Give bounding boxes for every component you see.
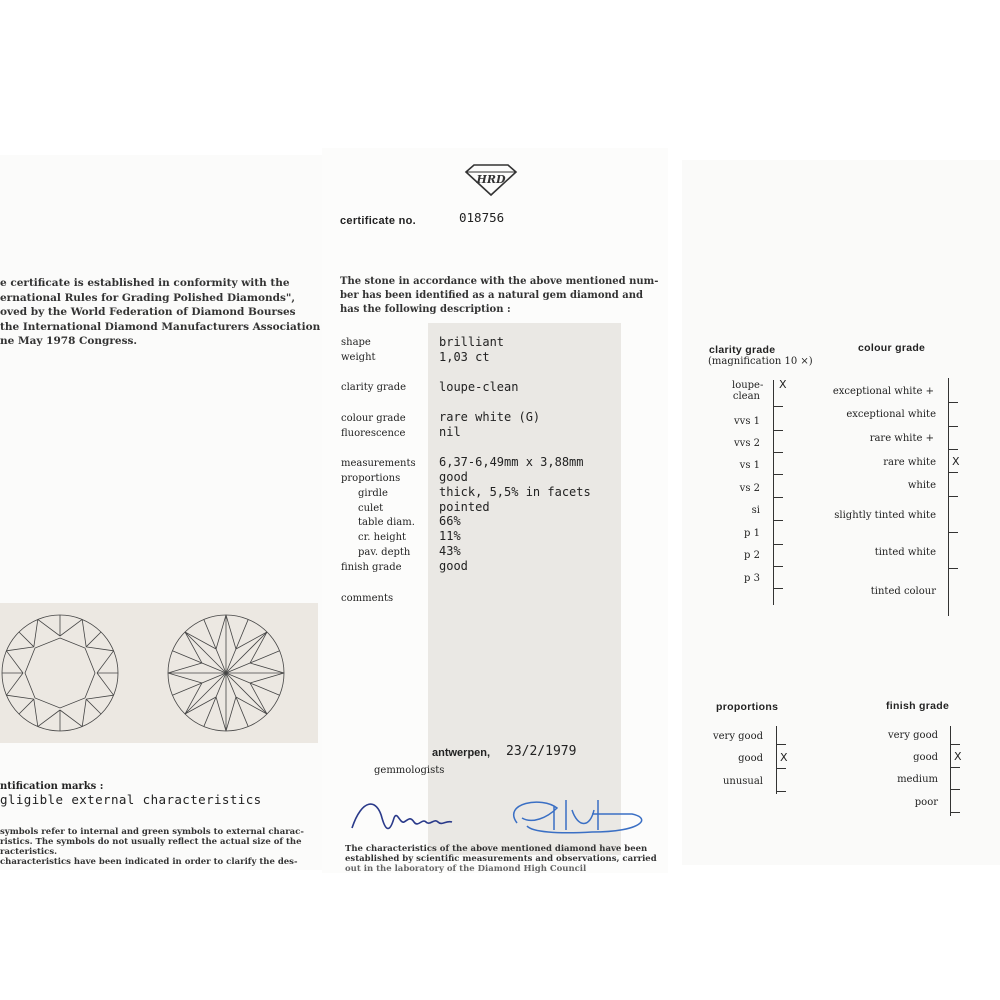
clarity-item-si: si xyxy=(751,505,760,516)
colour-item-exceptional-white-plus: exceptional white + xyxy=(832,386,934,397)
colour-scale-line xyxy=(948,378,949,616)
colour-tick xyxy=(949,426,958,427)
colour-tick xyxy=(949,402,958,403)
intro-line: ne May 1978 Congress. xyxy=(0,335,138,347)
logo-text: HRD xyxy=(476,173,506,186)
finish-mark-good: X xyxy=(954,750,962,763)
field-label-pavilion-depth: pav. depth xyxy=(358,547,411,558)
clarity-tick xyxy=(774,430,783,431)
colour-item-tinted-colour: tinted colour xyxy=(870,586,936,597)
field-value-table-diam: 66% xyxy=(439,514,461,528)
proportions-item-good: good xyxy=(738,753,763,764)
field-value-colour: rare white (G) xyxy=(439,410,541,424)
clarity-tick xyxy=(774,588,783,589)
field-label-comments: comments xyxy=(341,593,394,604)
certificate-number: 018756 xyxy=(459,210,505,225)
colour-item-tinted-white: tinted white xyxy=(874,547,936,558)
field-value-finish: good xyxy=(439,559,468,573)
field-value-pavilion-depth: 43% xyxy=(439,544,461,558)
field-value-girdle: thick, 5,5% in facets xyxy=(439,485,591,499)
proportions-tick xyxy=(777,768,786,769)
field-value-crown-height: 11% xyxy=(439,529,461,543)
finish-item-poor: poor xyxy=(914,797,938,808)
clarity-item-p2: p 2 xyxy=(744,550,760,561)
proportions-tick xyxy=(777,791,786,792)
finish-item-medium: medium xyxy=(897,774,938,785)
intro-line: e certificate is established in conformity with the xyxy=(0,277,290,289)
finish-scale-line xyxy=(950,726,951,816)
clarity-grade-subtitle: (magnification 10 ×) xyxy=(708,356,813,367)
field-label-table-diam: table diam. xyxy=(358,517,415,528)
clarity-label: loupe- xyxy=(732,380,764,391)
field-label-measurements: measurements xyxy=(341,458,416,469)
note-line: racteristics. xyxy=(0,847,58,857)
finish-item-good: good xyxy=(913,752,938,763)
colour-item-slightly-tinted-white: slightly tinted white xyxy=(834,510,936,521)
colour-tick xyxy=(949,496,958,497)
field-value-shape: brilliant xyxy=(439,335,505,349)
finish-tick xyxy=(951,767,960,768)
clarity-scale-line xyxy=(773,380,774,605)
intro-line: oved by the World Federation of Diamond Bourses xyxy=(0,306,296,318)
proportions-item-very-good: very good xyxy=(712,731,763,742)
clarity-tick xyxy=(774,497,783,498)
field-label-proportions: proportions xyxy=(341,473,401,484)
field-value-weight: 1,03 ct xyxy=(439,350,490,364)
clarity-tick xyxy=(774,520,783,521)
colour-tick xyxy=(949,472,958,473)
clarity-tick xyxy=(774,544,783,545)
field-label-weight: weight xyxy=(341,352,376,363)
field-value-fluorescence: nil xyxy=(439,425,461,439)
field-label-clarity: clarity grade xyxy=(341,382,407,393)
hrd-logo xyxy=(462,162,520,198)
footer-text xyxy=(345,844,657,873)
colour-tick xyxy=(949,532,958,533)
field-label-shape: shape xyxy=(341,337,371,348)
clarity-item-vvs2: vvs 2 xyxy=(734,438,760,449)
right-page xyxy=(682,160,1000,865)
finish-tick xyxy=(951,812,960,813)
colour-item-white: white xyxy=(907,480,936,491)
note-line: ristics. The symbols do not usually reflect the actual size of the xyxy=(0,837,302,847)
symbol-notes xyxy=(0,827,304,867)
field-label-finish: finish grade xyxy=(341,562,402,573)
finish-item-very-good: very good xyxy=(887,730,938,741)
issue-date: 23/2/1979 xyxy=(506,744,577,759)
field-label-girdle: girdle xyxy=(358,488,388,499)
place: antwerpen, xyxy=(432,747,491,759)
proportions-scale-line xyxy=(776,726,777,794)
identification-marks-value: gligible external characteristics xyxy=(0,792,262,807)
clarity-tick xyxy=(774,566,783,567)
proportions-item-unusual: unusual xyxy=(722,776,763,787)
clarity-item-p3: p 3 xyxy=(744,573,760,584)
colour-mark-rare-white: X xyxy=(952,455,960,468)
center-page xyxy=(322,148,668,873)
description-line: The stone in accordance with the above mentioned num- xyxy=(340,276,659,287)
intro-line: ernational Rules for Grading Polished Diamonds", xyxy=(0,291,295,304)
colour-grade-title: colour grade xyxy=(858,342,926,354)
clarity-item-vs1: vs 1 xyxy=(739,460,760,471)
description-line: has the following description : xyxy=(340,304,511,315)
field-value-culet: pointed xyxy=(439,500,490,514)
description-line: ber has been identified as a natural gem diamond and xyxy=(340,290,644,301)
footer-line: established by scientific measurements and observations, carried xyxy=(345,854,657,864)
clarity-label: clean xyxy=(732,391,760,402)
field-value-proportions: good xyxy=(439,470,468,484)
clarity-item-loupe-clean xyxy=(732,380,764,402)
field-label-fluorescence: fluorescence xyxy=(341,428,406,439)
clarity-item-p1: p 1 xyxy=(744,528,760,539)
clarity-tick xyxy=(774,406,783,407)
footer-line: The characteristics of the above mentioned diamond have been xyxy=(345,844,648,854)
proportions-title: proportions xyxy=(716,701,779,713)
footer-line: out in the laboratory of the Diamond High Council xyxy=(345,864,587,873)
clarity-item-vvs1: vvs 1 xyxy=(734,416,760,427)
clarity-tick xyxy=(774,452,783,453)
clarity-tick xyxy=(774,474,783,475)
field-label-colour: colour grade xyxy=(341,413,406,424)
colour-tick xyxy=(949,568,958,569)
note-line: symbols refer to internal and green symbols to external charac- xyxy=(0,827,304,837)
gemmologists-label: gemmologists xyxy=(374,765,445,776)
clarity-grade-title: clarity grade xyxy=(709,344,776,356)
proportions-tick xyxy=(777,744,786,745)
intro-line: the International Diamond Manufacturers Association xyxy=(0,320,321,333)
proportions-mark-good: X xyxy=(780,751,788,764)
colour-item-exceptional-white: exceptional white xyxy=(846,409,936,420)
finish-tick xyxy=(951,744,960,745)
colour-item-rare-white-plus: rare white + xyxy=(869,433,934,444)
values-background xyxy=(428,323,621,855)
field-label-culet: culet xyxy=(358,503,384,514)
finish-grade-title: finish grade xyxy=(886,700,950,712)
clarity-item-vs2: vs 2 xyxy=(739,483,760,494)
colour-item-rare-white: rare white xyxy=(883,457,936,468)
field-value-clarity: loupe-clean xyxy=(439,380,519,394)
certificate-label: certificate no. xyxy=(340,215,417,227)
field-label-crown-height: cr. height xyxy=(358,532,407,543)
note-line: characteristics have been indicated in order to clarify the des- xyxy=(0,857,298,867)
description-text xyxy=(340,275,658,317)
intro-text xyxy=(0,276,320,349)
colour-tick xyxy=(949,449,958,450)
diamond-diagram-panel xyxy=(0,603,318,743)
diamond-crown-pavilion-diagram xyxy=(0,603,318,743)
left-page xyxy=(0,155,322,870)
field-value-measurements: 6,37-6,49mm x 3,88mm xyxy=(439,455,584,469)
finish-tick xyxy=(951,789,960,790)
gemmologist-signatures xyxy=(342,788,662,848)
identification-marks-label: ntification marks : xyxy=(0,781,104,792)
clarity-mark-loupe-clean: X xyxy=(779,378,787,391)
